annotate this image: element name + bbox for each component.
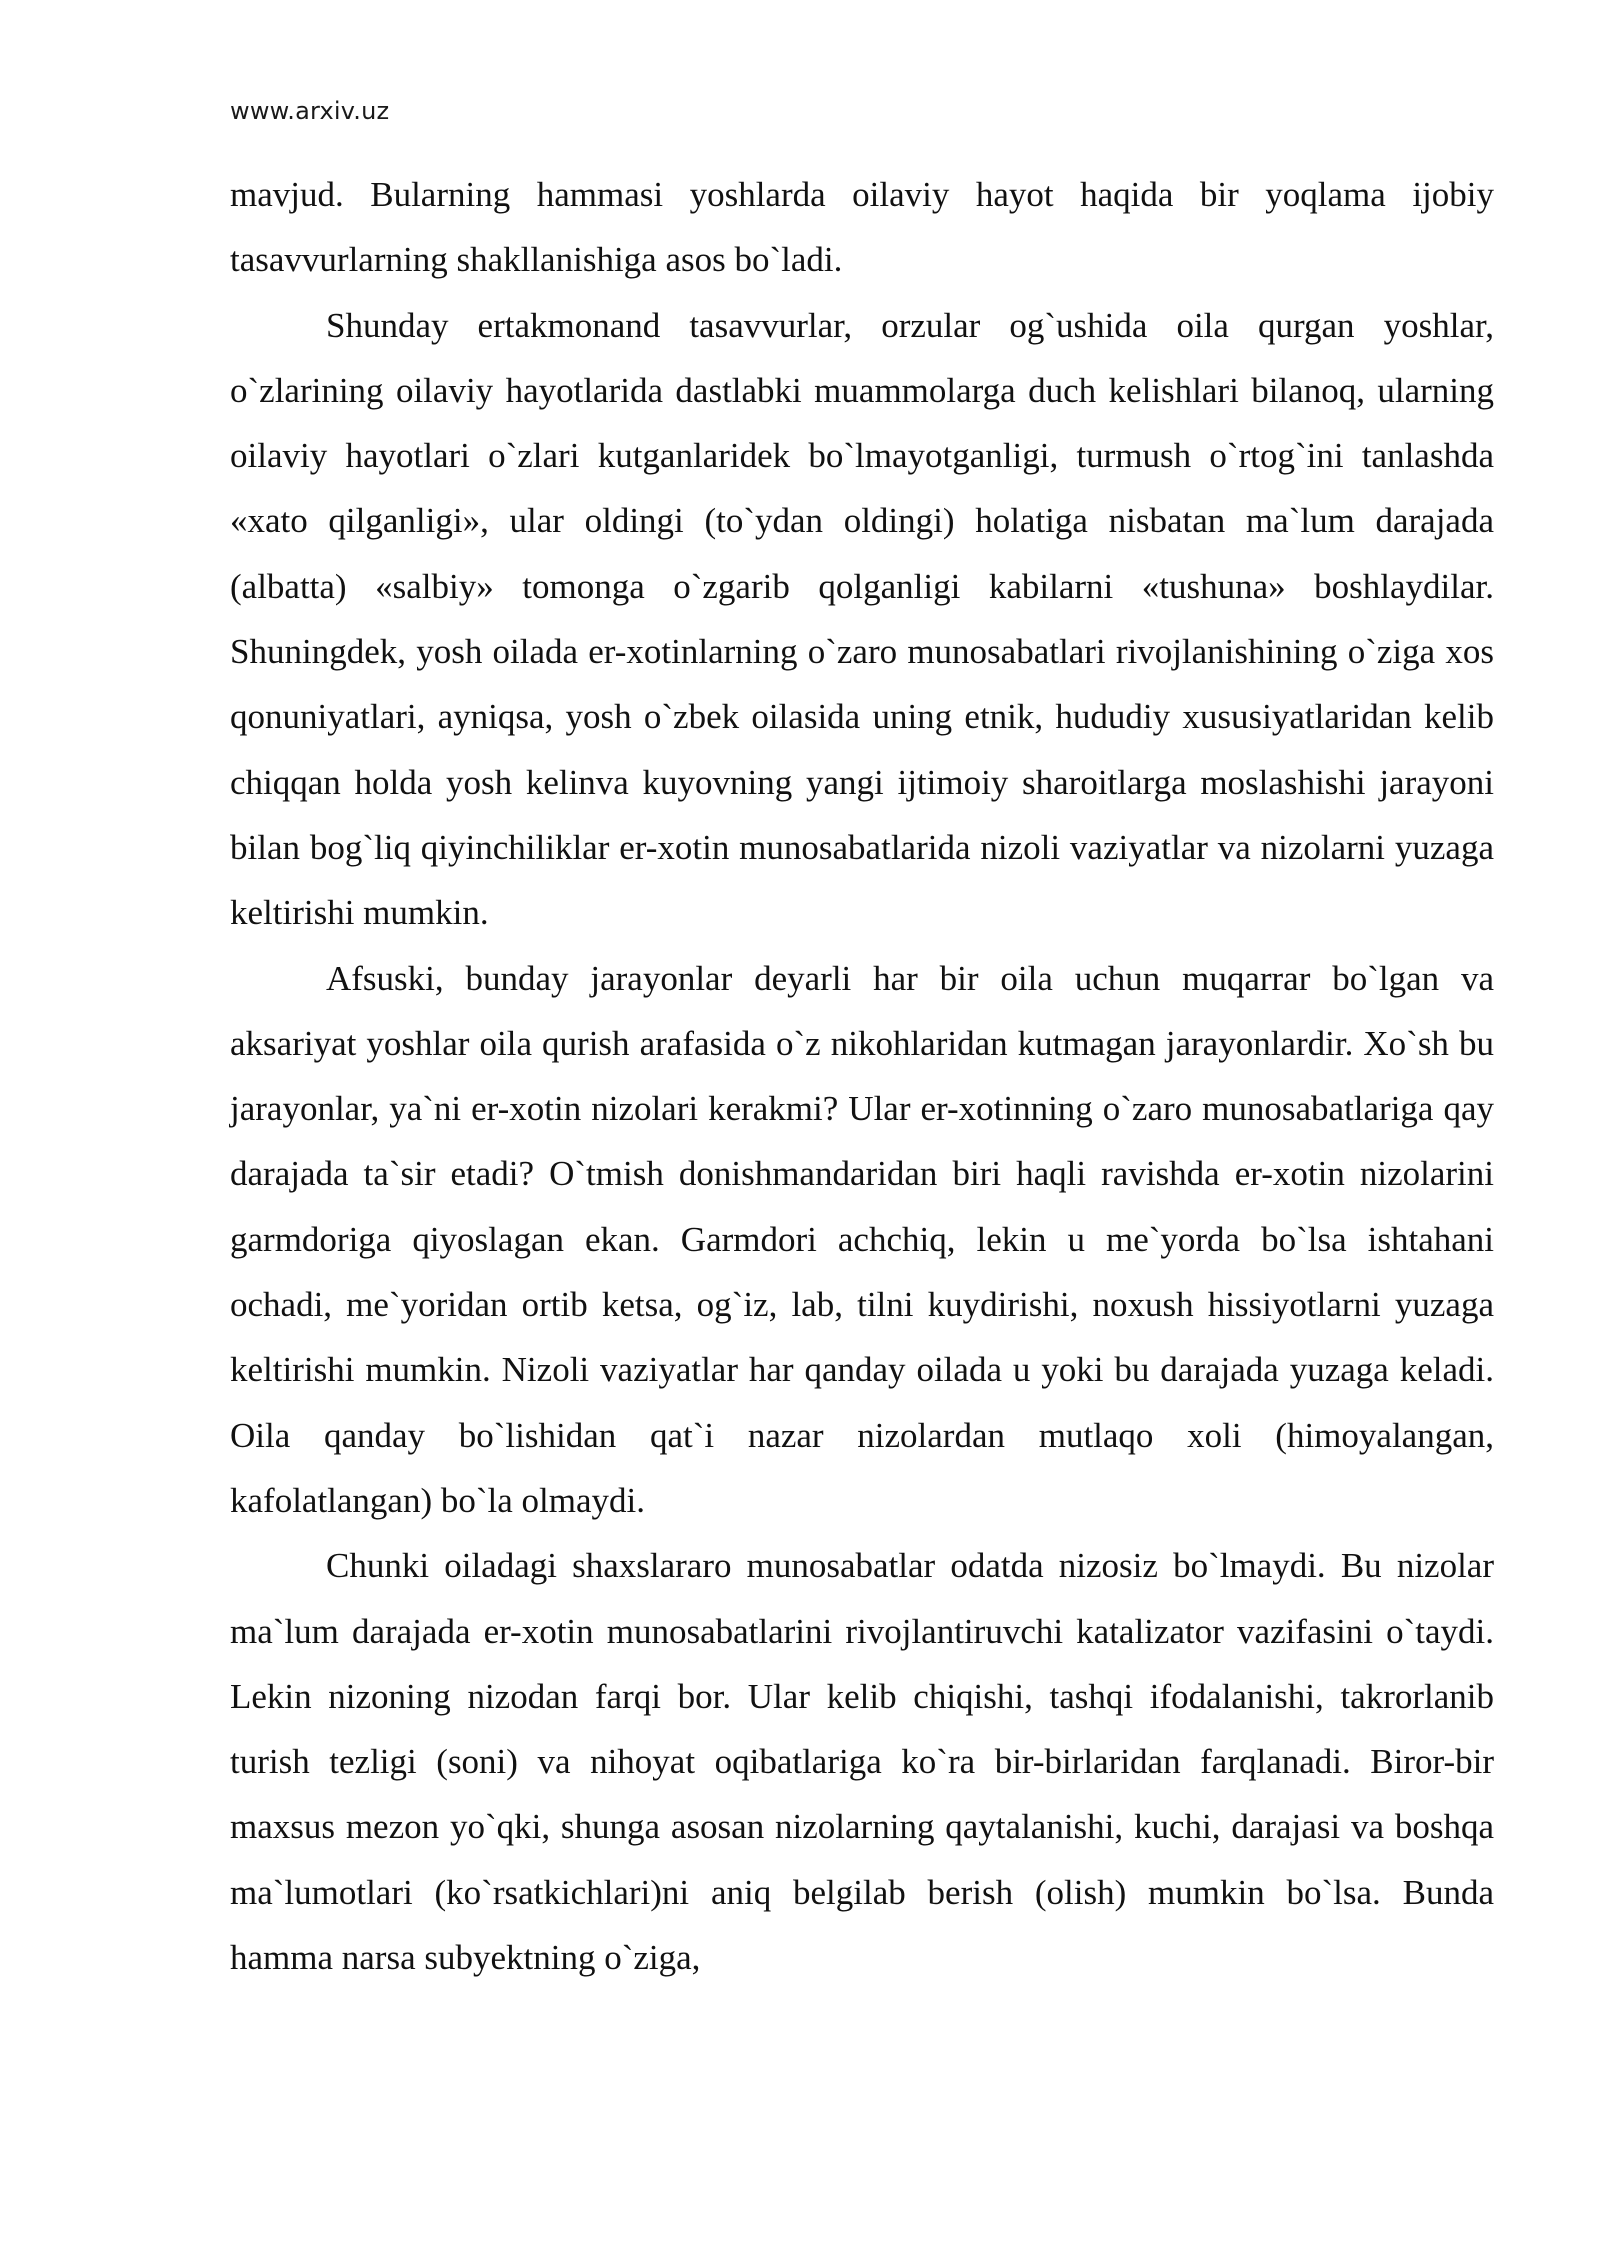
paragraph-1: mavjud. Bularning hammasi yoshlarda oilaviy hayot haqida bir yoqlama ijobiy tasavvurlarning shakllanishiga asos bo`ladi. (230, 175, 1494, 280)
paragraph-2: Shunday ertakmonand tasavvurlar, orzular og`ushida oila qurgan yoshlar, o`zlarining oilaviy hayotlarida dastlabki muammolarga duch kelishlari bilanoq, ularning oilaviy hayotlari o`zlari kutganlaridek bo`lmayotganligi, turmush o`rtog`ini tanlashda «xato qilganligi», ular oldingi (to`ydan oldingi) holatiga nisbatan ma`lum darajada (albatta) «salbiy» tomonga o`zgarib qolganligi kabilarni «tushuna» boshlaydilar. Shuningdek, yosh oilada er-xotinlarning o`zaro munosabatlari rivojlanishining o`ziga xos qonuniyatlari, ayniqsa, yosh o`zbek oilasida uning etnik, hududiy xususiyatlaridan kelib chiqqan holda yosh kelinva kuyovning yangi ijtimoiy sharoitlarga moslashishi jarayoni bilan bog`liq qiyinchiliklar er-xotin munosabatlarida nizoli vaziyatlar va nizolarni yuzaga keltirishi mumkin. (230, 305, 1494, 933)
paragraph-3: Afsuski, bunday jarayonlar deyarli har bir oila uchun muqarrar bo`lgan va aksariyat yoshlar oila qurish arafasida o`z nikohlaridan kutmagan jarayonlardir. Xo`sh bu jarayonlar, ya`ni er-xotin nizolari kerakmi? Ular er-xotinning o`zaro munosabatlariga qay darajada ta`sir etadi? O`tmish donishmandaridan biri haqli ravishda er-xotin nizolarini garmdoriga qiyoslagan ekan. Garmdori achchiq, lekin u me`yorda bo`lsa ishtahani ochadi, me`yoridan ortib ketsa, og`iz, lab, tilni kuydirishi, noxush hissiyotlarni yuzaga keltirishi mumkin. Nizoli vaziyatlar har qanday oilada u yoki bu darajada yuzaga keladi. Oila qanday bo`lishidan qat`i nazar nizolardan mutlaqo xoli (himoyalangan, kafolatlangan) bo`la olmaydi. (230, 958, 1494, 1520)
body-text (230, 162, 1494, 1990)
header-url: www.arxiv.uz (230, 97, 390, 125)
paragraph-4: Chunki oiladagi shaxslararo munosabatlar odatda nizosiz bo`lmaydi. Bu nizolar ma`lum darajada er-xotin munosabatlarini rivojlantiruvchi katalizator vazifasini o`taydi. Lekin nizoning nizodan farqi bor. Ular kelib chiqishi, tashqi ifodalanishi, takrorlanib turish tezligi (soni) va nihoyat oqibatlariga ko`ra bir-birlaridan farqlanadi. Biror-bir maxsus mezon yo`qki, shunga asosan nizolarning qaytalanishi, kuchi, darajasi va boshqa ma`lumotlari (ko`rsatkichlari)ni aniq belgilab berish (olish) mumkin bo`lsa. Bunda hamma narsa subyektning o`ziga, (230, 1546, 1494, 1978)
